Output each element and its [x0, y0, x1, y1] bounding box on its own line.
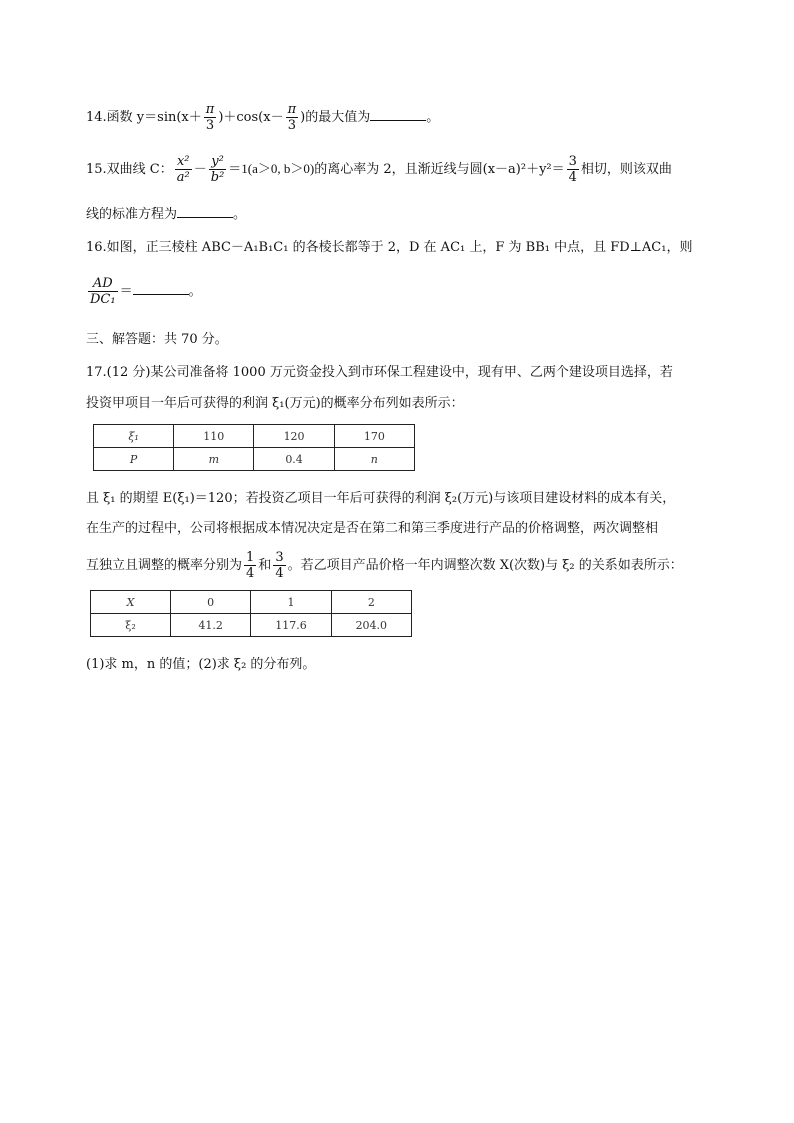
section-heading: 三、解答题：共 70 分。 [86, 332, 228, 347]
table-row [94, 448, 415, 471]
q14-suffix: )的最大值为 [300, 110, 371, 125]
table-cell: n [334, 448, 414, 471]
distribution-table-2 [90, 590, 412, 637]
table-cell: 204.0 [331, 614, 411, 637]
q15-fraction-y: $\frac{\text{y²}}{\text{b²}}$ [210, 154, 225, 185]
table-cell: 41.2 [171, 614, 251, 637]
q15-text: 的离心率为 2，且渐近线与圆(x－a)²＋y²＝ [314, 162, 565, 177]
question-17-line-3: 且 ξ₁ 的期望 E(ξ₁)＝120；若投资乙项目一年后可获得的利润 ξ₂(万元)与该项目建设材料的成本有关， [86, 491, 676, 506]
q15-answer-blank [177, 205, 233, 218]
q15-condition: ＝1(a＞0, b＞0) [228, 161, 315, 176]
question-15: 15.双曲线 C： $\frac{\text{x²}}{\text{a²}}$ － $\frac{\text{y²}}{\text{b²}}$ ＝1(a＞0, b＞0)的离心率为 2，且渐近线与圆(x－a)²＋y²＝ $\frac{3}{4}$ 相切，则该双曲 [86, 154, 672, 185]
question-17-subquestions: (1)求 m，n 的值；(2)求 ξ₂ 的分布列。 [86, 657, 316, 672]
table-cell: 1 [251, 591, 331, 614]
q15-fraction-3-4: $\frac{3}{4}$ [568, 154, 577, 185]
q14-middle: )＋cos(x－ [218, 110, 284, 125]
q14-prefix: 14.函数 y＝sin(x＋ [86, 110, 202, 125]
table-cell: 0 [171, 591, 251, 614]
q17-fraction-3-4: $\frac{3}{4}$ [275, 550, 284, 581]
q17-fraction-1-4: $\frac{1}{4}$ [246, 550, 255, 581]
q15-prefix: 15.双曲线 C： [86, 162, 173, 177]
q16-answer-blank [133, 282, 189, 295]
table-cell: 120 [254, 425, 334, 448]
question-16-line-2: $\frac{AD}{\text{DC₁}}$ ＝ 。 [90, 276, 202, 307]
table-cell: 0.4 [254, 448, 334, 471]
question-16-line-1: 16.如图，正三棱柱 ABC－A₁B₁C₁ 的各棱长都等于 2，D 在 AC₁ 上，F 为 BB₁ 中点，且 FD⊥AC₁，则 [86, 240, 693, 255]
table-cell: 2 [331, 591, 411, 614]
table-cell: 110 [174, 425, 254, 448]
question-15-line-2: 线的标准方程为 。 [86, 207, 247, 222]
q15-tail: 相切，则该双曲 [580, 162, 672, 177]
table-cell: P [94, 448, 174, 471]
table-cell: ξ₂ [91, 614, 171, 637]
question-14: 14.函数 y＝sin(x＋ $\frac{\pi}{3}$ )＋cos(x－ $\frac{\pi}{3}$ )的最大值为 。 [86, 102, 440, 133]
question-17-line-2: 投资甲项目一年后可获得的利润 ξ₁(万元)的概率分布列如表所示： [86, 396, 464, 411]
q16-fraction-ad-dc1: $\frac{AD}{\text{DC₁}}$ [90, 276, 116, 307]
question-17-line-5: 互独立且调整的概率分别为 $\frac{1}{4}$ 和 $\frac{3}{4}$ 。若乙项目产品价格一年内调整次数 X(次数)与 ξ₂ 的关系如表所示： [86, 550, 683, 581]
table-cell: 117.6 [251, 614, 331, 637]
q14-fraction-2: $\frac{\pi}{3}$ [287, 102, 297, 133]
question-17-line-1: 17.(12 分)某公司准备将 1000 万元资金投入到市环保工程建设中，现有甲、乙两个建设项目选择，若 [86, 365, 673, 380]
q15-fraction-x: $\frac{\text{x²}}{\text{a²}}$ [176, 154, 190, 185]
table-cell: ξ₁ [94, 425, 174, 448]
table-cell: 170 [334, 425, 414, 448]
q14-fraction-1: $\frac{\pi}{3}$ [205, 102, 215, 133]
q14-answer-blank [370, 108, 426, 121]
question-17-line-4: 在生产的过程中，公司将根据成本情况决定是否在第二和第三季度进行产品的价格调整，两次调整相 [86, 521, 659, 536]
table-row [91, 591, 412, 614]
table-cell: m [174, 448, 254, 471]
distribution-table-1 [93, 424, 415, 471]
table-row [94, 425, 415, 448]
table-row [91, 614, 412, 637]
table-cell: X [91, 591, 171, 614]
